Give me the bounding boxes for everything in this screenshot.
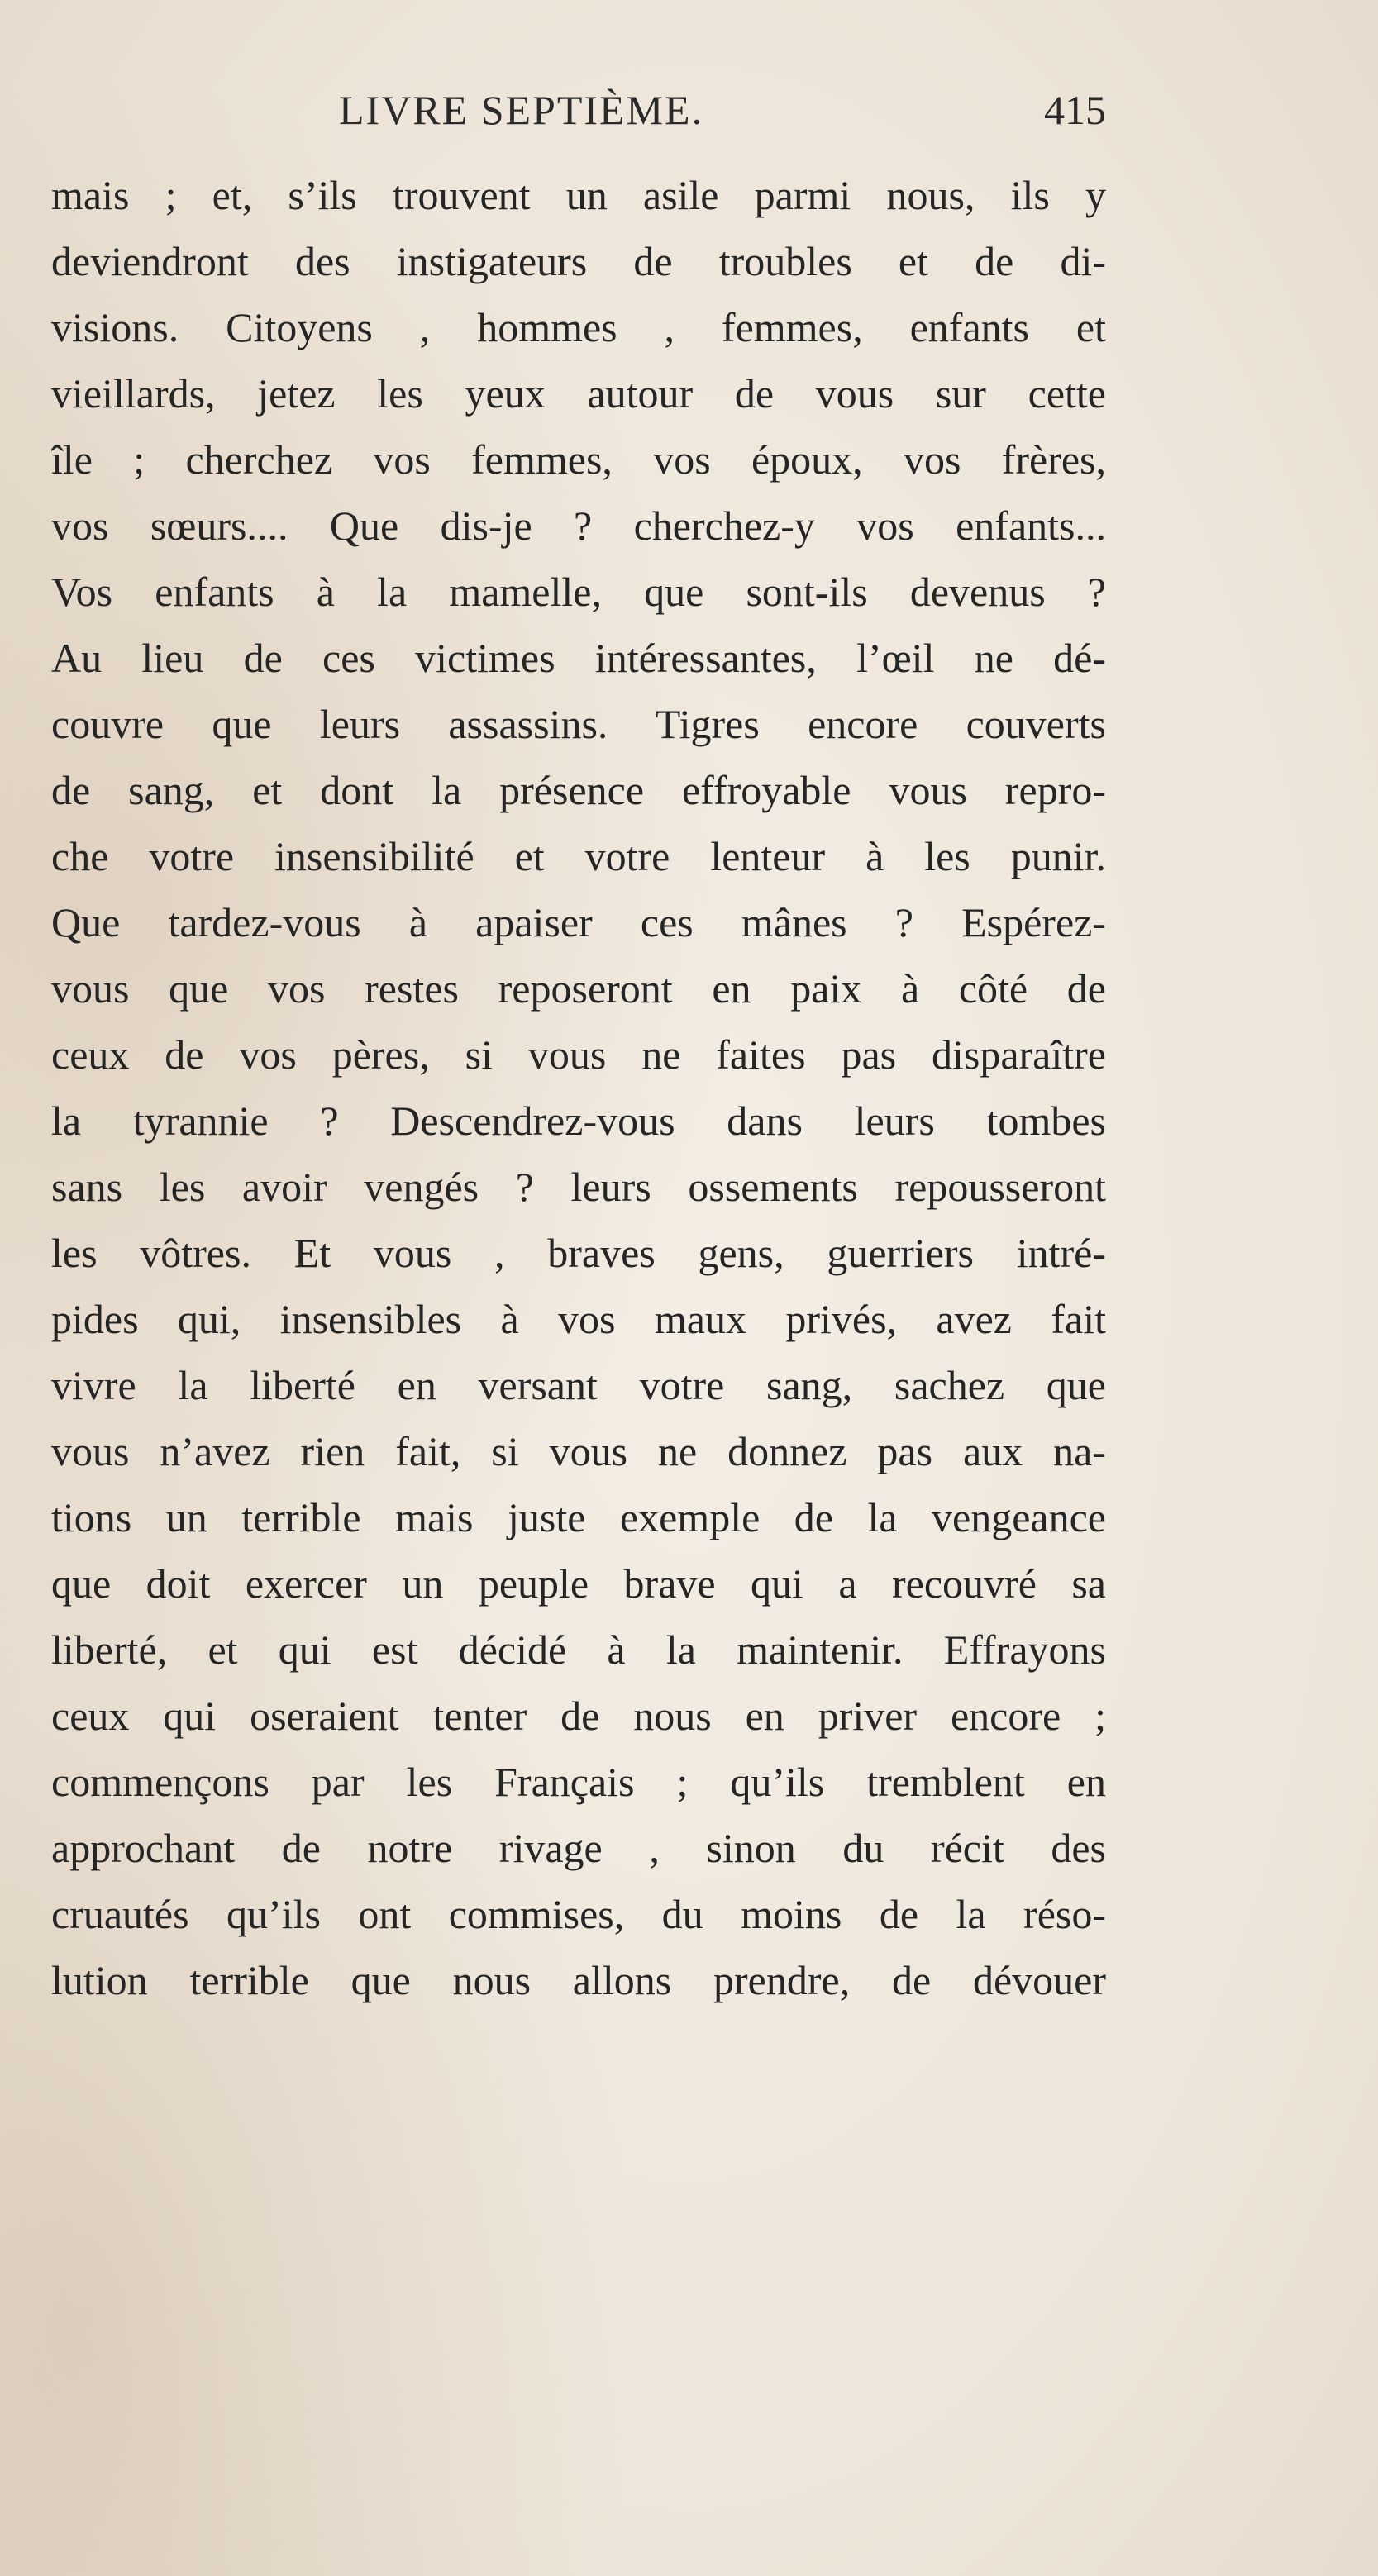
text-line: vous que vos restes reposeront en paix à côté de [51,965,1106,1012]
text-line: approchant de notre rivage , sinon du récit des [51,1825,1106,1871]
running-head: LIVRE SEPTIÈME. [339,87,704,133]
text-line: sans les avoir vengés ? leurs ossements repousseront [51,1164,1106,1210]
text-line: les vôtres. Et vous , braves gens, guerriers intré- [51,1230,1106,1276]
text-line: commençons par les Français ; qu’ils tremblent en [51,1759,1106,1805]
text-line: ceux de vos pères, si vous ne faites pas disparaître [51,1031,1106,1078]
text-line: la tyrannie ? Descendrez-vous dans leurs tombes [51,1098,1106,1144]
text-line: tions un terrible mais juste exemple de la vengeance [51,1494,1106,1540]
text-line: deviendront des instigateurs de troubles et de di- [51,238,1106,284]
text-line: visions. Citoyens , hommes , femmes, enfants et [51,304,1106,350]
text-line: ceux qui oseraient tenter de nous en priver encore ; [51,1693,1106,1739]
text-line: vieillards, jetez les yeux autour de vous sur cette [51,370,1106,417]
text-line: île ; cherchez vos femmes, vos époux, vos frères, [51,436,1106,483]
text-line: cruautés qu’ils ont commises, du moins de la réso- [51,1891,1106,1937]
text-line: liberté, et qui est décidé à la maintenir. Effrayons [51,1626,1106,1673]
text-line: Vos enfants à la mamelle, que sont-ils devenus ? [51,569,1106,615]
text-line: vos sœurs.... Que dis-je ? cherchez-y vos enfants... [51,502,1106,549]
text-line: vous n’avez rien fait, si vous ne donnez pas aux na- [51,1428,1106,1474]
page-number: 415 [1044,87,1106,133]
body-text [51,162,1106,2013]
text-line: lution terrible que nous allons prendre, de dévouer [51,1957,1106,2003]
text-line: pides qui, insensibles à vos maux privés, avez fait [51,1296,1106,1342]
text-line: mais ; et, s’ils trouvent un asile parmi nous, ils y [51,172,1106,218]
text-line: Au lieu de ces victimes intéressantes, l’œil ne dé- [51,635,1106,681]
text-line: che votre insensibilité et votre lenteur à les punir. [51,833,1106,879]
page-header [58,86,1106,144]
text-line: couvre que leurs assassins. Tigres encore couverts [51,701,1106,747]
text-line: vivre la liberté en versant votre sang, sachez que [51,1362,1106,1408]
text-line: Que tardez-vous à apaiser ces mânes ? Espérez- [51,899,1106,945]
text-line: que doit exercer un peuple brave qui a recouvré sa [51,1560,1106,1607]
text-line: de sang, et dont la présence effroyable vous repro- [51,767,1106,813]
